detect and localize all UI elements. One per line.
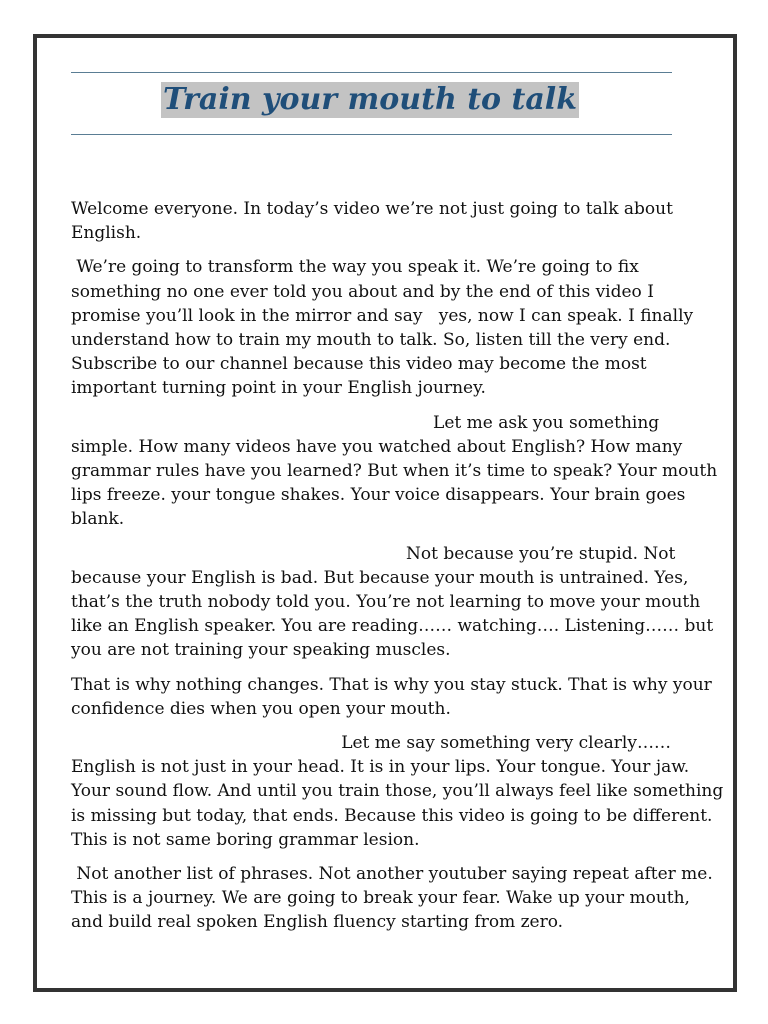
paragraph: Let me say something very clearly…… English is not just in your head. It is in your lips. Your tongue. Your jaw. Your sound flow. And until you train those, you’ll always feel like something is missing but today, that ends. Because this video is going to be different. This is not same boring grammar lesion. — [71, 733, 724, 850]
document-title: Train your mouth to talk — [162, 82, 577, 117]
paragraph: Welcome everyone. In today’s video we’re not just going to talk about English. — [71, 199, 673, 244]
paragraph: Not because you’re stupid. Not because your English is bad. But because your mouth is untrained. Yes, that’s the truth nobody told you. You’re not learning to move your mouth like an English speaker. You are reading…… watching…. Listening…… but you are not training your speaking muscles. — [71, 543, 714, 661]
paragraph: That is why nothing changes. That is why you stay stuck. That is why your confidence dies when you open your mouth. — [71, 674, 712, 719]
paragraph: Let me ask you something simple. How many videos have you watched about English? How many grammar rules have you learned? But when it’s time to speak? Your mouth lips freeze. your tongue shakes. Your voice disappears. Your brain goes blank. — [71, 412, 718, 530]
paragraph: We’re going to transform the way you speak it. We’re going to fix something no one ever told you about and by the end of this video I promise you’ll look in the mirror and say yes, now I can speak. I finally understand how to train my mouth to talk. So, listen till the very end. Subscribe to our channel because this video may become the most important turning point in your English journey. — [71, 257, 694, 399]
paragraph: Not another list of phrases. Not another youtuber saying repeat after me. This is a journey. We are going to break your fear. Wake up your mouth, and build real spoken English fluency starting from zero. — [71, 864, 713, 933]
title-rule-bottom — [71, 134, 672, 135]
page-frame — [33, 34, 737, 992]
title-container — [37, 82, 733, 118]
document-body — [71, 197, 725, 945]
title-rule-top — [71, 72, 672, 73]
